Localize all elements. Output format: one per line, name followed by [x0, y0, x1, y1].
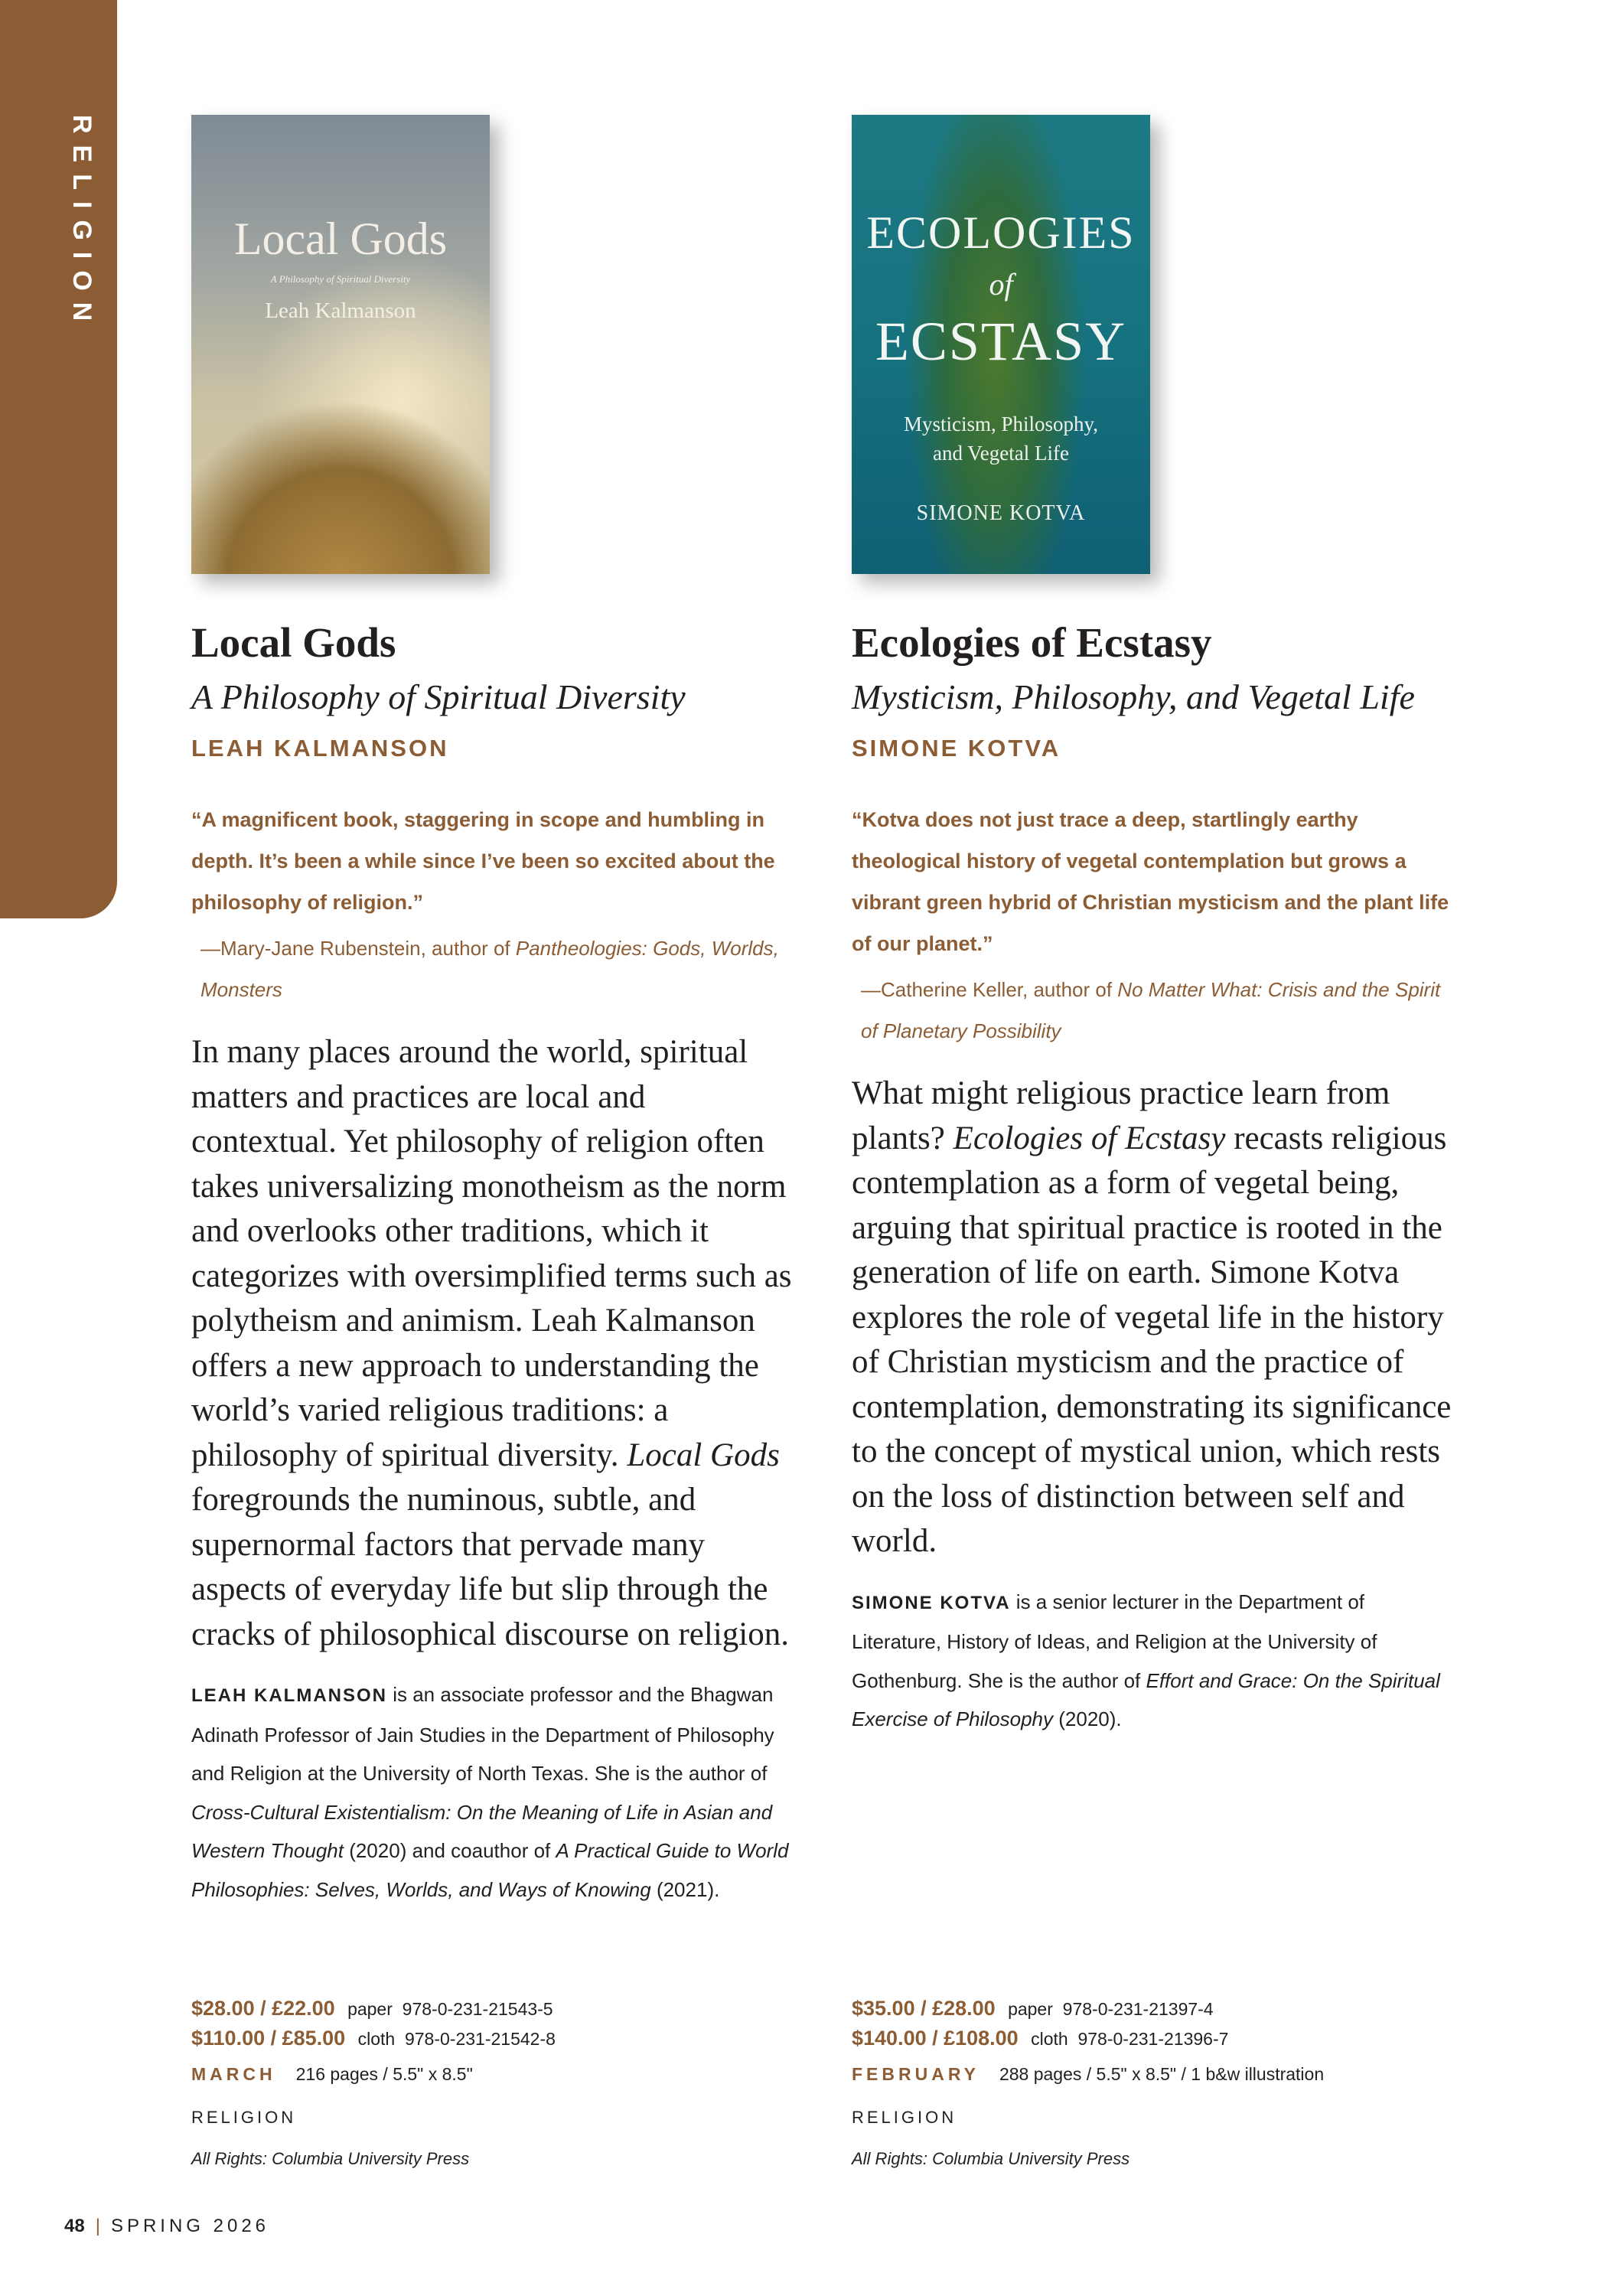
- book-entry-local-gods: [191, 115, 796, 1909]
- description-text-2: recasts religious contemplation as a form of vegetal being, arguing that spiritual practice is rooted in the generation of life on earth. Simone Kotva explores the role of vegetal life in the history of Christian mysticism and the practice of contemplation, demonstrating its significance to the concept of mystical union, which rests on the loss of distinction between self and world.: [852, 1120, 1452, 1559]
- bio-text-1: is a senior lecturer in the Department of Literature, History of Ideas, and Religion at the University of Gothenburg. She is the author of: [852, 1590, 1377, 1692]
- rights: All Rights: Columbia University Press: [852, 2149, 1130, 2168]
- category: RELIGION: [191, 2108, 297, 2127]
- bio-work-1: Cross-Cultural Existentialism: On the Meaning of Life in Asian and Western Thought: [191, 1800, 773, 1862]
- bio-work-1: Effort and Grace: On the Spiritual Exercise of Philosophy: [852, 1668, 1440, 1730]
- price-row-cloth: [191, 2024, 796, 2053]
- description-text-1: What might religious practice learn from plants?: [852, 1075, 1390, 1156]
- cover-author: SIMONE KOTVA: [916, 501, 1086, 525]
- description-title-ref: Ecologies of Ecstasy: [953, 1120, 1226, 1156]
- cover-subtitle-line-2: and Vegetal Life: [933, 442, 1069, 465]
- book-cover-local-gods: [191, 115, 490, 574]
- book-meta-local-gods: [191, 1994, 796, 2169]
- bio-author-name: SIMONE KOTVA: [852, 1592, 1011, 1613]
- cover-title-line-1: ECOLOGIES: [866, 207, 1136, 258]
- blurb-attribution: [861, 969, 1456, 1052]
- cover-subtitle: A Philosophy of Spiritual Diversity: [270, 273, 411, 285]
- bio-text-2: (2020) and coauthor of: [343, 1839, 556, 1862]
- folio-separator: |: [95, 2216, 100, 2236]
- price: $35.00 / £28.00: [852, 1997, 996, 2020]
- page-number: 48: [64, 2216, 85, 2236]
- book-subtitle: Mysticism, Philosophy, and Vegetal Life: [852, 677, 1415, 716]
- book-author: LEAH KALMANSON: [191, 735, 449, 762]
- section-tab: [0, 0, 117, 918]
- pub-month: MARCH: [191, 2064, 276, 2084]
- attribution-work: No Matter What: Crisis and the Spirit of Planetary Possibility: [861, 978, 1441, 1042]
- bio-author-name: LEAH KALMANSON: [191, 1685, 387, 1706]
- cover-title-line-2: of: [989, 267, 1013, 302]
- pub-month: FEBRUARY: [852, 2064, 980, 2084]
- bio-text-1: is an associate professor and the Bhagwan Adinath Professor of Jain Studies in the Department of Philosophy and Religion at the University of North Texas. She is the author of: [191, 1683, 774, 1785]
- format: cloth: [1031, 2029, 1068, 2049]
- isbn: 978-0-231-21542-8: [404, 2029, 556, 2049]
- description-text-2: foregrounds the numinous, subtle, and supernormal factors that pervade many aspects of everyday life but slip through the cracks of philosophical discourse on religion.: [191, 1482, 789, 1652]
- pub-month-row: [852, 2064, 1456, 2085]
- book-author: SIMONE KOTVA: [852, 735, 1061, 762]
- cover-author: Leah Kalmanson: [265, 298, 416, 323]
- bio-text-2: (2020).: [1053, 1707, 1122, 1730]
- rights: All Rights: Columbia University Press: [191, 2149, 470, 2168]
- price-row-paper: [852, 1994, 1456, 2024]
- specs: 288 pages / 5.5" x 8.5" / 1 b&w illustration: [999, 2064, 1325, 2084]
- bio-text-3: (2021).: [650, 1877, 720, 1901]
- category: RELIGION: [852, 2108, 957, 2127]
- page-folio: [64, 2216, 269, 2237]
- book-meta-ecologies-of-ecstasy: [852, 1994, 1456, 2169]
- description-title-ref: Local Gods: [627, 1437, 780, 1473]
- format: cloth: [357, 2029, 396, 2049]
- attribution-prefix: —Mary-Jane Rubenstein, author of: [200, 937, 516, 960]
- book-cover-ecologies-of-ecstasy: [852, 115, 1150, 574]
- price: $140.00 / £108.00: [852, 2027, 1019, 2050]
- isbn: 978-0-231-21397-4: [1062, 1999, 1214, 2019]
- book-title: Ecologies of Ecstasy: [852, 619, 1212, 666]
- book-description: [852, 1071, 1456, 1564]
- blurb-quote: “A magnificent book, staggering in scope and humbling in depth. It’s been a while since I’ve been so excited about the philosophy of religion.”: [191, 808, 775, 914]
- price-row-cloth: [852, 2024, 1456, 2053]
- catalog-season: SPRING 2026: [110, 2216, 270, 2236]
- pub-month-row: [191, 2064, 796, 2085]
- price: $110.00 / £85.00: [191, 2027, 346, 2050]
- bio-work-2: A Practical Guide to World Philosophies: Selves, Worlds, and Ways of Knowing: [191, 1839, 789, 1901]
- blurb-attribution: [200, 928, 796, 1010]
- book-entry-ecologies-of-ecstasy: [852, 115, 1456, 1739]
- book-subtitle: A Philosophy of Spiritual Diversity: [191, 677, 686, 716]
- format: paper: [347, 1999, 393, 2019]
- specs: 216 pages / 5.5" x 8.5": [295, 2064, 473, 2084]
- cover-subtitle-line-1: Mysticism, Philosophy,: [903, 413, 1099, 435]
- cover-title: Local Gods: [233, 214, 448, 264]
- isbn: 978-0-231-21396-7: [1077, 2029, 1229, 2049]
- attribution-work: Pantheologies: Gods, Worlds, Monsters: [200, 937, 779, 1001]
- price-row-paper: [191, 1994, 796, 2024]
- author-bio: [852, 1583, 1456, 1739]
- price: $28.00 / £22.00: [191, 1997, 335, 2020]
- cover-title-line-3: ECSTASY: [875, 311, 1127, 372]
- author-bio: [191, 1675, 796, 1909]
- format: paper: [1008, 1999, 1053, 2019]
- blurb-quote: “Kotva does not just trace a deep, startlingly earthy theological history of vegetal contemplation but grows a vibrant green hybrid of Christian mysticism and the plant life of our planet.”: [852, 808, 1449, 955]
- book-title: Local Gods: [191, 619, 396, 666]
- cover-subtitle: [852, 409, 1150, 468]
- isbn: 978-0-231-21543-5: [402, 1999, 553, 2019]
- section-tab-label: RELIGION: [67, 115, 96, 333]
- book-description: [191, 1030, 796, 1657]
- attribution-prefix: —Catherine Keller, author of: [861, 978, 1118, 1001]
- description-text-1: In many places around the world, spiritual matters and practices are local and contextual. Yet philosophy of religion often takes universalizing monotheism as the norm and overlooks other traditions, which it categorizes with oversimplified terms such as polytheism and animism. Leah Kalmanson offers a new approach to understanding the world’s varied religious traditions: a philosophy of spiritual diversity.: [191, 1034, 792, 1473]
